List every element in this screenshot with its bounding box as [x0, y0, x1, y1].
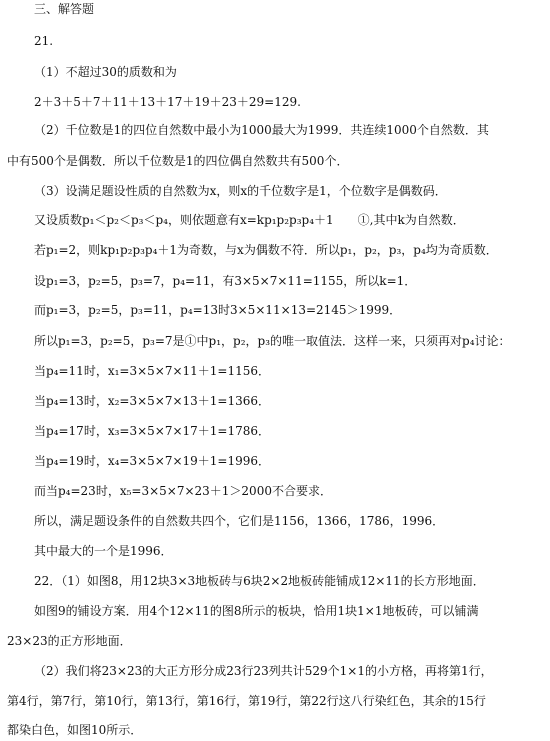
text-line: 23×23的正方形地面． — [7, 634, 132, 648]
text-line: 而p₁=3，p₂=5，p₃=11，p₄=13时3×5×11×13=2145＞1999． — [34, 303, 402, 317]
text-line: 如图9的铺设方案．用4个12×11的图8所示的板块，恰用1块1×1地板砖，可以铺满 — [34, 604, 479, 618]
problem-22-line: 22．（1）如图8，用12块3×3地板砖与6块2×2地板砖能铺成12×11的长方形地面． — [34, 574, 485, 588]
equation-line: 2＋3＋5＋7＋11＋13＋17＋19＋23＋29=129. — [34, 95, 301, 109]
text-line: 若p₁=2，则kp₁p₂p₃p₄＋1为奇数，与x为偶数不符．所以p₁，p₂，p₃，p₄均为奇质数． — [34, 243, 498, 257]
case-line: 而当p₄=23时，x₅=3×5×7×23＋1＞2000不合要求． — [34, 484, 332, 498]
text-line: 都染白色，如图10所示． — [7, 723, 143, 737]
problem-21-number: 21. — [34, 34, 54, 48]
text-line: （2）千位数是1的四位自然数中最小为1000最大为1999．共连续1000个自然数．其 — [34, 123, 489, 137]
case-line: 当p₄=13时，x₂=3×5×7×13＋1=1366． — [34, 394, 271, 408]
text-line: 所以p₁=3，p₂=5，p₃=7是①中p₁，p₂，p₃的唯一取值法．这样一来，只须再对p₄讨论： — [34, 334, 511, 348]
text-line: （2）我们将23×23的大正方形分成23行23列共计529个1×1的小方格，再将第1行， — [34, 664, 493, 678]
text-line: 其中最大的一个是1996． — [34, 544, 173, 558]
case-line: 当p₄=19时，x₄=3×5×7×19＋1=1996． — [34, 454, 271, 468]
text-line: 所以，满足题设条件的自然数共四个，它们是1156，1366，1786，1996． — [34, 514, 445, 528]
text-line: 第4行，第7行，第10行，第13行，第16行，第19行，第22行这八行染红色，其余的15行 — [7, 694, 486, 708]
text-line: 中有500个是偶数．所以千位数是1的四位偶自然数共有500个． — [7, 154, 349, 168]
section-heading: 三、解答题 — [34, 2, 95, 16]
case-line: 当p₄=17时，x₃=3×5×7×17＋1=1786． — [34, 424, 271, 438]
text-line: （1）不超过30的质数和为 — [34, 65, 177, 79]
text-line: 设p₁=3，p₂=5，p₃=7，p₄=11，有3×5×7×11=1155，所以k=1． — [34, 274, 417, 288]
case-line: 当p₄=11时，x₁=3×5×7×11＋1=1156． — [34, 364, 271, 378]
text-line: （3）设满足题设性质的自然数为x，则x的千位数字是1，个位数字是偶数码． — [34, 184, 447, 198]
text-line: 又设质数p₁＜p₂＜p₃＜p₄，则依题意有x=kp₁p₂p₃p₄＋1 ①,其中k为自然数． — [34, 213, 465, 227]
